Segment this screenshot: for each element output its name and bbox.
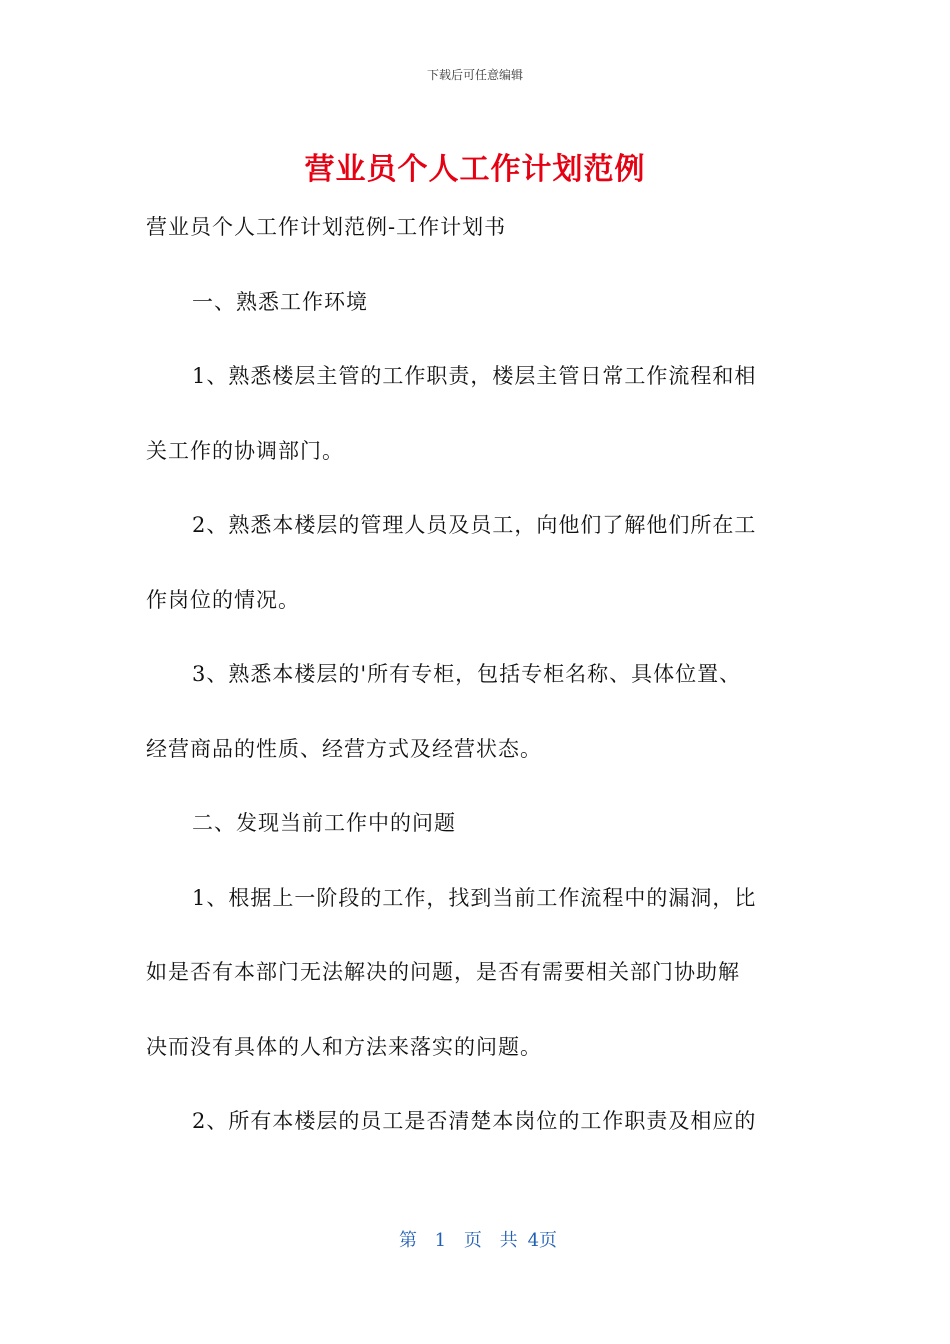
document-body [146, 190, 806, 1159]
paragraph-line: 2、熟悉本楼层的管理人员及员工，向他们了解他们所在工 [192, 513, 757, 537]
document-title: 营业员个人工作计划范例 [304, 152, 646, 187]
paragraph-line: 关工作的协调部门。 [146, 438, 344, 463]
footer-total-prefix: 共 [499, 1230, 518, 1251]
header-note: 下载后可任意编辑 [426, 68, 523, 82]
paragraph-line: 如是否有本部门无法解决的问题，是否有需要相关部门协助解 [146, 960, 740, 984]
paragraph-line: 营业员个人工作计划范例-工作计划书 [146, 215, 507, 239]
paragraph-line: 决而没有具体的人和方法来落实的问题。 [146, 1034, 542, 1059]
paragraph-line: 1、根据上一阶段的工作，找到当前工作流程中的漏洞，比 [192, 885, 757, 910]
paragraph-line: 经营商品的性质、经营方式及经营状态。 [146, 736, 542, 761]
footer-page-mid: 页 [463, 1230, 482, 1251]
paragraph-line: 3、熟悉本楼层的'所有专柜，包括专柜名称、具体位置、 [192, 662, 742, 686]
paragraph-line: 作岗位的情况。 [146, 587, 300, 612]
footer-current-page: 1 [434, 1230, 447, 1251]
paragraph-line: 2、所有本楼层的员工是否清楚本岗位的工作职责及相应的 [192, 1109, 757, 1133]
footer-page-prefix: 第 [398, 1230, 417, 1251]
paragraph-line: 二、发现当前工作中的问题 [192, 811, 456, 835]
footer-total-pages: 4 [527, 1230, 540, 1251]
page-footer [0, 1226, 950, 1252]
paragraph-line: 一、熟悉工作环境 [192, 289, 368, 314]
footer-total-suffix: 页 [539, 1230, 558, 1251]
paragraph-line: 1、熟悉楼层主管的工作职责，楼层主管日常工作流程和相 [192, 364, 757, 388]
